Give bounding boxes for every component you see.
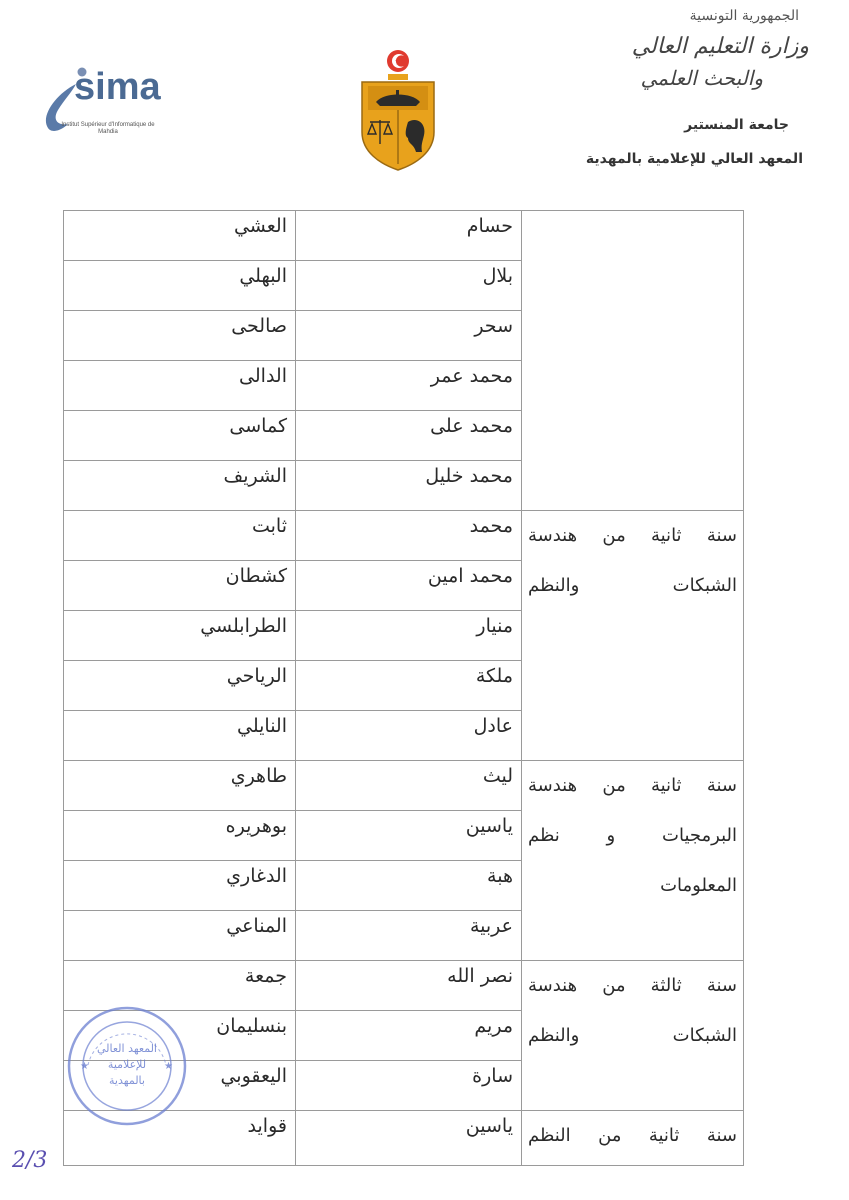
program-line: سنة ثانية من النظم [528,1125,737,1146]
last-name-cell: الطرابلسي [64,611,296,661]
first-name-cell: ياسين [296,811,522,861]
first-name-cell: عادل [296,711,522,761]
first-name-cell: حسام [296,211,522,261]
isima-logo [36,66,164,146]
first-name-cell: محمد [296,511,522,561]
table-row [64,511,744,561]
stamp-text: المعهد العالي للإعلامية بالمهدية [96,1042,157,1087]
first-name-cell: محمد على [296,411,522,461]
last-name-cell: طاهري [64,761,296,811]
program-line: المعلومات [660,875,737,896]
last-name-cell: الشريف [64,461,296,511]
logo-text: sima [74,66,161,108]
program-cell [522,511,744,761]
program-cell [522,761,744,961]
first-name-cell: هبة [296,861,522,911]
last-name-cell: اليعقوبي [64,1061,296,1111]
program-line: الشبكات والنظم [528,575,737,596]
last-name-cell: كشطان [64,561,296,611]
university-label: جامعة المنستير [684,117,789,133]
program-cell [522,1111,744,1166]
svg-text:★: ★ [80,1061,89,1072]
program-line: الشبكات والنظم [528,1025,737,1046]
first-name-cell: ياسين [296,1111,522,1166]
program-cell [522,961,744,1111]
program-line: سنة ثانية من هندسة [528,525,737,546]
table-row [64,761,744,811]
table-row [64,961,744,1011]
first-name-cell: ملكة [296,661,522,711]
program-line: سنة ثالثة من هندسة [528,975,737,996]
first-name-cell: محمد خليل [296,461,522,511]
last-name-cell: العشي [64,211,296,261]
last-name-cell: جمعة [64,961,296,1011]
program-line: البرمجيات و نظم [528,825,737,846]
last-name-cell: بوهريره [64,811,296,861]
program-line: سنة ثانية من هندسة [528,775,737,796]
first-name-cell: عربية [296,911,522,961]
last-name-cell: الدغاري [64,861,296,911]
first-name-cell: ليث [296,761,522,811]
last-name-cell: كماسى [64,411,296,461]
last-name-cell: البهلي [64,261,296,311]
first-name-cell: منيار [296,611,522,661]
first-name-cell: سحر [296,311,522,361]
last-name-cell: قوايد [64,1111,296,1166]
program-cell [522,211,744,511]
page-number: 2/3 [12,1148,48,1173]
official-stamp [66,1005,188,1127]
last-name-cell: ثابت [64,511,296,561]
institute-label: المعهد العالي للإعلامية بالمهدية [585,151,803,167]
last-name-cell: الرياحي [64,661,296,711]
first-name-cell: نصر الله [296,961,522,1011]
coat-of-arms-icon [358,48,438,172]
last-name-cell: بنسليمان [64,1011,296,1061]
last-name-cell: المناعي [64,911,296,961]
last-name-cell: النايلي [64,711,296,761]
ministry-label-line1: وزارة التعليم العالي [631,34,809,59]
first-name-cell: مريم [296,1011,522,1061]
republic-label: الجمهورية التونسية [689,8,799,24]
last-name-cell: الدالى [64,361,296,411]
first-name-cell: بلال [296,261,522,311]
first-name-cell: محمد عمر [296,361,522,411]
logo-subtitle: Institut Supérieur d'Informatique de Mahdia [61,122,155,135]
ministry-label-line2: والبحث العلمي [640,66,763,90]
first-name-cell: سارة [296,1061,522,1111]
last-name-cell: صالحى [64,311,296,361]
first-name-cell: محمد امين [296,561,522,611]
svg-text:★: ★ [164,1061,173,1072]
table-row [64,211,744,261]
